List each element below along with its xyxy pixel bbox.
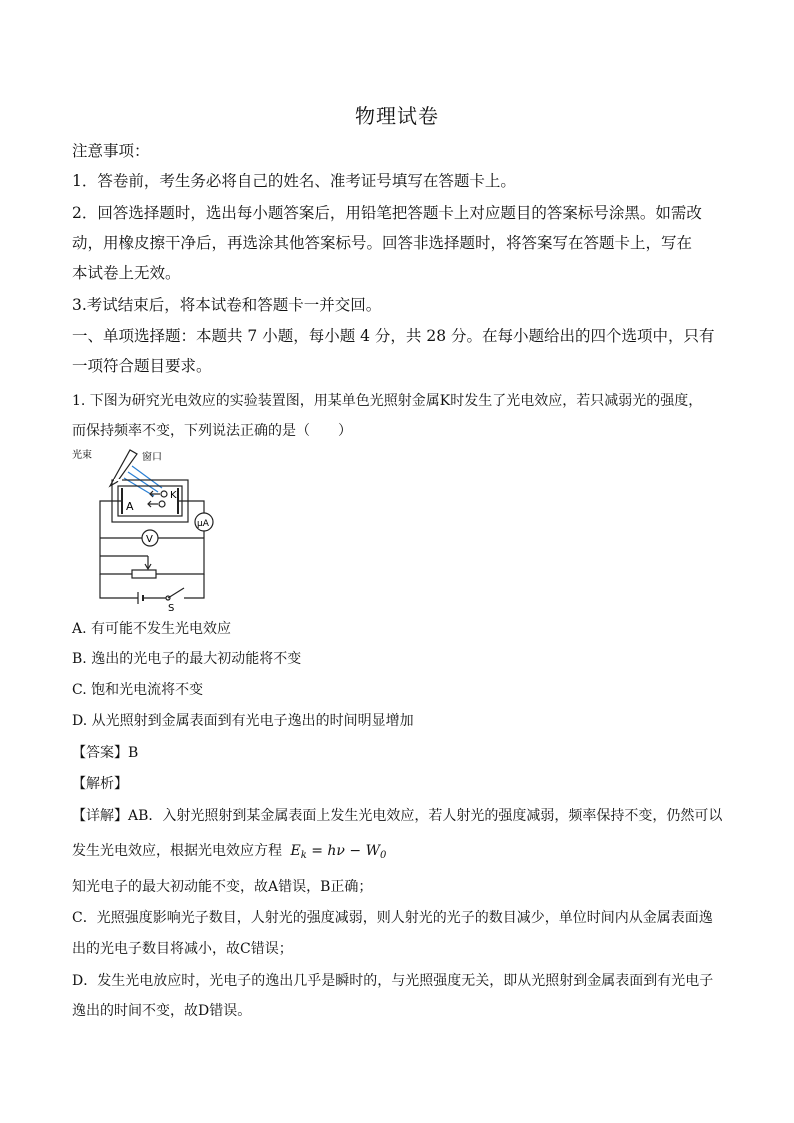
detail-line-3: 知光电子的最大初动能不变，故A错误，B正确； xyxy=(72,879,373,895)
detail-line-4: C．光照强度影响光子数目，人射光的强度减弱，则人射光的光子的数目减少，单位时间内从金属表面逸 xyxy=(72,910,713,926)
notice-item-2-line-3: 本试卷上无效。 xyxy=(72,264,181,282)
wire-left-top xyxy=(100,501,122,538)
notice-item-1: 1．答卷前，考生务必将自己的姓名、准考证号填写在答题卡上。 xyxy=(72,172,516,190)
label-cathode: K xyxy=(170,490,177,501)
electron-1 xyxy=(161,491,167,497)
section-heading-line-2: 一项符合题目要求。 xyxy=(72,357,212,375)
page-title: 物理试卷 xyxy=(355,104,439,128)
detail-line-2-text: 发生光电效应，根据光电效应方程 xyxy=(72,843,282,859)
switch-blade xyxy=(168,588,184,598)
label-voltmeter: V xyxy=(146,534,153,545)
notice-item-3: 3.考试结束后，将本试卷和答题卡一并交回。 xyxy=(72,296,382,314)
detail-line-2 xyxy=(72,840,722,867)
notice-heading: 注意事项： xyxy=(72,142,150,160)
option-a: A. 有可能不发生光电效应 xyxy=(72,621,232,637)
label-microammeter: μA xyxy=(197,519,209,529)
detail-line-1: 【详解】AB．入射光照射到某金属表面上发生光电效应，若人射光的强度减弱，频率保持不变，仍然可以 xyxy=(72,808,723,824)
label-beam: 光束 xyxy=(72,450,92,461)
photoelectric-equation: $E_k = h\nu - W_0$ xyxy=(290,843,387,861)
label-anode: A xyxy=(126,500,134,513)
detail-line-6: D．发生光电放应时，光电子的逸出几乎是瞬时的，与光照强度无关，即从光照射到金属表面到有光电子 xyxy=(72,973,714,989)
section-heading-line-1: 一、单项选择题：本题共 7 小题，每小题 4 分，共 28 分。在每小题给出的四个选项中，只有 xyxy=(72,327,715,345)
analysis-heading: 【解析】 xyxy=(72,776,128,792)
option-d: D. 从光照射到金属表面到有光电子逸出的时间明显增加 xyxy=(72,713,414,729)
label-window: 窗口 xyxy=(142,452,162,463)
wire-rheostat-right xyxy=(156,538,204,574)
question-stem-line-2: 而保持频率不变，下列说法正确的是（ ） xyxy=(72,423,352,439)
option-c: C. 饱和光电流将不变 xyxy=(72,682,204,698)
option-b: B. 逸出的光电子的最大初动能将不变 xyxy=(72,651,302,667)
detail-line-7: 逸出的时间不变，故D错误。 xyxy=(72,1003,252,1019)
detail-line-5: 出的光电子数目将减小，故C错误； xyxy=(72,941,293,957)
notice-item-2-line-2: 动，用橡皮擦干净后，再选涂其他答案标号。回答非选择题时，将答案写在答题卡上，写在 xyxy=(72,234,693,252)
rheostat xyxy=(132,570,156,578)
answer-line: 【答案】B xyxy=(72,745,139,761)
electron-2 xyxy=(159,501,165,507)
wire-switch-right xyxy=(184,574,204,598)
question-stem-line-1: 1. 下图为研究光电效应的实验装置图，用某单色光照射金属K时发生了光电效应，若只减弱光的强度， xyxy=(72,393,703,409)
notice-item-2-line-1: 2．回答选择题时，选出每小题答案后，用铅笔把答题卡上对应题目的答案标号涂黑。如需改 xyxy=(72,204,702,222)
label-switch: S xyxy=(168,603,175,614)
photoelectric-circuit-diagram xyxy=(70,446,230,614)
